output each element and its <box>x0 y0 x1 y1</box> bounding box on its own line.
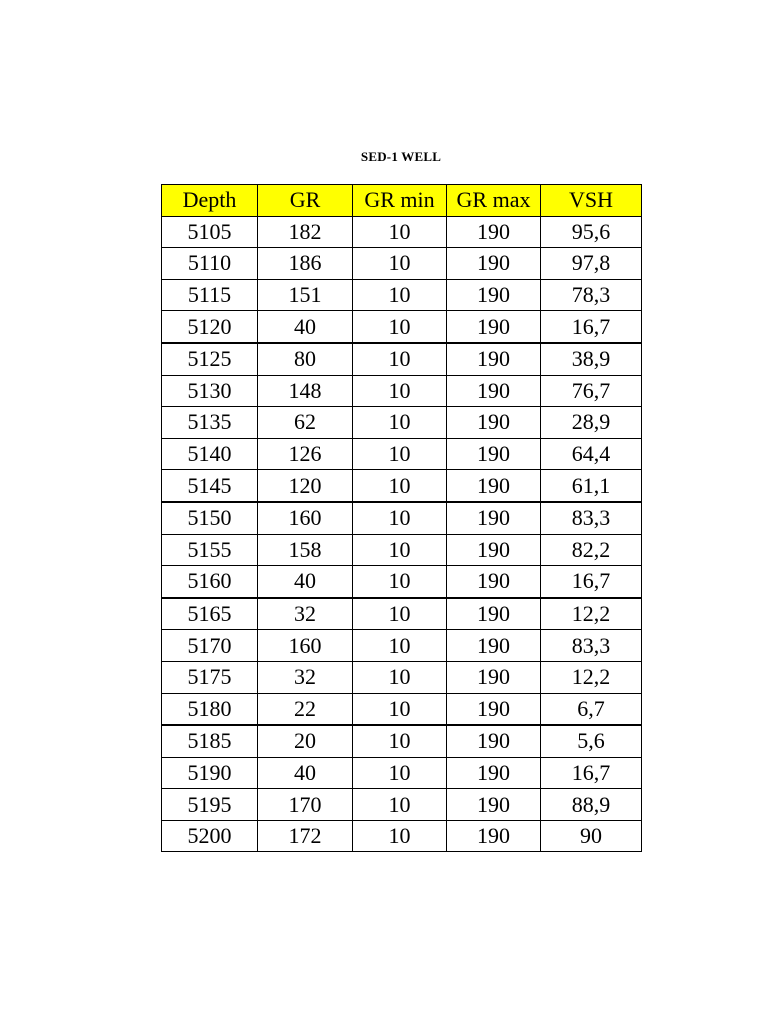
gr-max-cell: 190 <box>447 502 541 534</box>
gr-cell: 148 <box>258 375 353 407</box>
gr-max-cell: 190 <box>447 789 541 821</box>
vsh-cell: 5,6 <box>541 725 642 757</box>
table-row <box>162 566 642 598</box>
depth-cell: 5165 <box>162 598 258 630</box>
gr-max-cell: 190 <box>447 693 541 725</box>
table-row <box>162 311 642 343</box>
table-row <box>162 438 642 470</box>
gr-max-cell: 190 <box>447 375 541 407</box>
header-vsh: VSH <box>541 185 642 217</box>
gr-cell: 170 <box>258 789 353 821</box>
header-gr: GR <box>258 185 353 217</box>
header-row <box>162 185 642 217</box>
gr-min-cell: 10 <box>353 248 447 280</box>
gr-max-cell: 190 <box>447 279 541 311</box>
table-row <box>162 407 642 439</box>
header-gr-min: GR min <box>353 185 447 217</box>
gr-max-cell: 190 <box>447 216 541 248</box>
table-row <box>162 343 642 375</box>
table-row <box>162 598 642 630</box>
gr-min-cell: 10 <box>353 375 447 407</box>
table-row <box>162 661 642 693</box>
gr-min-cell: 10 <box>353 470 447 502</box>
gr-min-cell: 10 <box>353 438 447 470</box>
depth-cell: 5115 <box>162 279 258 311</box>
vsh-cell: 88,9 <box>541 789 642 821</box>
gr-min-cell: 10 <box>353 407 447 439</box>
gr-max-cell: 190 <box>447 438 541 470</box>
table-body <box>162 216 642 852</box>
vsh-cell: 38,9 <box>541 343 642 375</box>
gr-max-cell: 190 <box>447 311 541 343</box>
depth-cell: 5145 <box>162 470 258 502</box>
table-row <box>162 693 642 725</box>
vsh-cell: 97,8 <box>541 248 642 280</box>
vsh-cell: 28,9 <box>541 407 642 439</box>
gr-cell: 160 <box>258 630 353 662</box>
gr-max-cell: 190 <box>447 757 541 789</box>
gr-min-cell: 10 <box>353 216 447 248</box>
depth-cell: 5140 <box>162 438 258 470</box>
table-row <box>162 630 642 662</box>
gr-cell: 32 <box>258 598 353 630</box>
gr-min-cell: 10 <box>353 598 447 630</box>
gr-max-cell: 190 <box>447 820 541 852</box>
gr-cell: 32 <box>258 661 353 693</box>
gr-max-cell: 190 <box>447 661 541 693</box>
vsh-cell: 95,6 <box>541 216 642 248</box>
table-row <box>162 789 642 821</box>
vsh-cell: 78,3 <box>541 279 642 311</box>
vsh-cell: 61,1 <box>541 470 642 502</box>
depth-cell: 5120 <box>162 311 258 343</box>
gr-cell: 186 <box>258 248 353 280</box>
gr-max-cell: 190 <box>447 343 541 375</box>
table-row <box>162 725 642 757</box>
gr-min-cell: 10 <box>353 630 447 662</box>
table-row <box>162 470 642 502</box>
gr-cell: 120 <box>258 470 353 502</box>
depth-cell: 5150 <box>162 502 258 534</box>
depth-cell: 5175 <box>162 661 258 693</box>
table-row <box>162 375 642 407</box>
table-row <box>162 757 642 789</box>
depth-cell: 5135 <box>162 407 258 439</box>
gr-cell: 126 <box>258 438 353 470</box>
depth-cell: 5190 <box>162 757 258 789</box>
depth-cell: 5160 <box>162 566 258 598</box>
gr-cell: 160 <box>258 502 353 534</box>
gr-min-cell: 10 <box>353 311 447 343</box>
gr-max-cell: 190 <box>447 598 541 630</box>
gr-max-cell: 190 <box>447 407 541 439</box>
gr-min-cell: 10 <box>353 279 447 311</box>
gr-min-cell: 10 <box>353 661 447 693</box>
vsh-cell: 12,2 <box>541 598 642 630</box>
vsh-cell: 83,3 <box>541 630 642 662</box>
gr-max-cell: 190 <box>447 470 541 502</box>
gr-min-cell: 10 <box>353 789 447 821</box>
depth-cell: 5200 <box>162 820 258 852</box>
vsh-cell: 6,7 <box>541 693 642 725</box>
gr-cell: 62 <box>258 407 353 439</box>
header-gr-max: GR max <box>447 185 541 217</box>
vsh-cell: 64,4 <box>541 438 642 470</box>
depth-cell: 5185 <box>162 725 258 757</box>
vsh-cell: 12,2 <box>541 661 642 693</box>
gr-min-cell: 10 <box>353 757 447 789</box>
gr-cell: 40 <box>258 311 353 343</box>
table-row <box>162 216 642 248</box>
well-data-table <box>161 184 642 852</box>
gr-cell: 182 <box>258 216 353 248</box>
depth-cell: 5180 <box>162 693 258 725</box>
gr-min-cell: 10 <box>353 725 447 757</box>
gr-cell: 172 <box>258 820 353 852</box>
gr-cell: 40 <box>258 757 353 789</box>
vsh-cell: 16,7 <box>541 757 642 789</box>
depth-cell: 5110 <box>162 248 258 280</box>
table-header <box>162 185 642 217</box>
depth-cell: 5105 <box>162 216 258 248</box>
gr-max-cell: 190 <box>447 248 541 280</box>
vsh-cell: 82,2 <box>541 534 642 566</box>
vsh-cell: 90 <box>541 820 642 852</box>
table-row <box>162 248 642 280</box>
vsh-cell: 16,7 <box>541 566 642 598</box>
gr-max-cell: 190 <box>447 630 541 662</box>
gr-max-cell: 190 <box>447 534 541 566</box>
table-row <box>162 502 642 534</box>
gr-min-cell: 10 <box>353 693 447 725</box>
vsh-cell: 16,7 <box>541 311 642 343</box>
gr-cell: 22 <box>258 693 353 725</box>
gr-cell: 158 <box>258 534 353 566</box>
gr-min-cell: 10 <box>353 820 447 852</box>
header-depth: Depth <box>162 185 258 217</box>
depth-cell: 5195 <box>162 789 258 821</box>
vsh-cell: 76,7 <box>541 375 642 407</box>
gr-min-cell: 10 <box>353 534 447 566</box>
depth-cell: 5170 <box>162 630 258 662</box>
gr-max-cell: 190 <box>447 566 541 598</box>
gr-cell: 20 <box>258 725 353 757</box>
depth-cell: 5155 <box>162 534 258 566</box>
table-row <box>162 820 642 852</box>
depth-cell: 5125 <box>162 343 258 375</box>
page-title: SED-1 WELL <box>360 149 442 164</box>
data-table-container <box>161 184 642 852</box>
gr-cell: 40 <box>258 566 353 598</box>
gr-min-cell: 10 <box>353 343 447 375</box>
gr-min-cell: 10 <box>353 502 447 534</box>
table-row <box>162 534 642 566</box>
gr-max-cell: 190 <box>447 725 541 757</box>
gr-cell: 80 <box>258 343 353 375</box>
depth-cell: 5130 <box>162 375 258 407</box>
gr-cell: 151 <box>258 279 353 311</box>
vsh-cell: 83,3 <box>541 502 642 534</box>
gr-min-cell: 10 <box>353 566 447 598</box>
table-row <box>162 279 642 311</box>
